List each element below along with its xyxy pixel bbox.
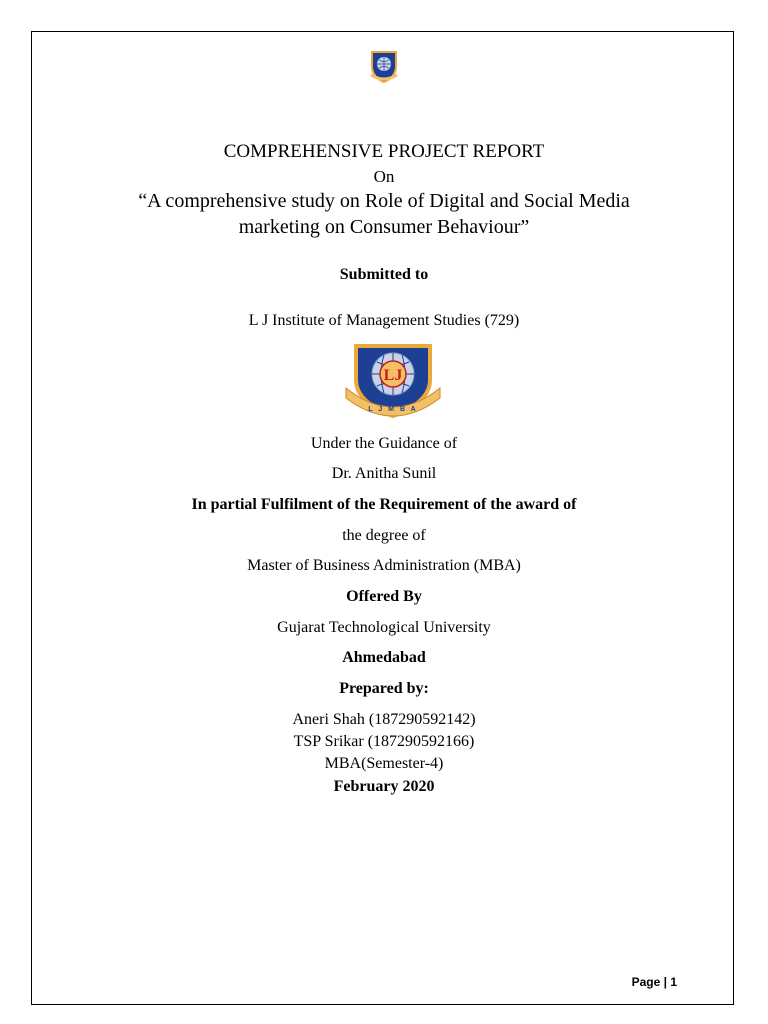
report-on: On <box>373 167 395 186</box>
report-topic-line-2: marketing on Consumer Behaviour” <box>238 216 530 238</box>
university-name: Gujarat Technological University <box>277 619 491 636</box>
university-city: Ahmedabad <box>342 649 426 666</box>
partial-fulfilment-line-1: In partial Fulfilment of the Requirement of the award of <box>191 496 577 513</box>
logo-banner-text: L J M B A <box>368 406 418 413</box>
institute-logo <box>342 340 444 422</box>
degree-name: Master of Business Administration (MBA) <box>247 557 521 574</box>
partial-fulfilment-line-2: the degree of <box>342 527 426 544</box>
prepared-by-label: Prepared by: <box>339 680 429 697</box>
guide-name: Dr. Anitha Sunil <box>331 465 437 482</box>
semester-label: MBA(Semester-4) <box>324 755 444 772</box>
report-title: COMPREHENSIVE PROJECT REPORT <box>223 141 545 162</box>
submitted-to-label: Submitted to <box>339 266 429 283</box>
offered-by-label: Offered By <box>346 588 422 605</box>
small-institute-logo <box>369 49 399 84</box>
student-name: Aneri Shah (187290592142) <box>292 711 476 728</box>
report-topic-line-1: “A comprehensive study on Role of Digital and Social Media <box>138 190 630 212</box>
student-name: TSP Srikar (187290592166) <box>293 733 475 750</box>
report-date: February 2020 <box>333 778 435 795</box>
guidance-label: Under the Guidance of <box>310 435 458 452</box>
page-number: Page | 1 <box>631 975 677 989</box>
logo-monogram: LJ <box>383 367 403 384</box>
institute-name: L J Institute of Management Studies (729) <box>248 312 520 329</box>
